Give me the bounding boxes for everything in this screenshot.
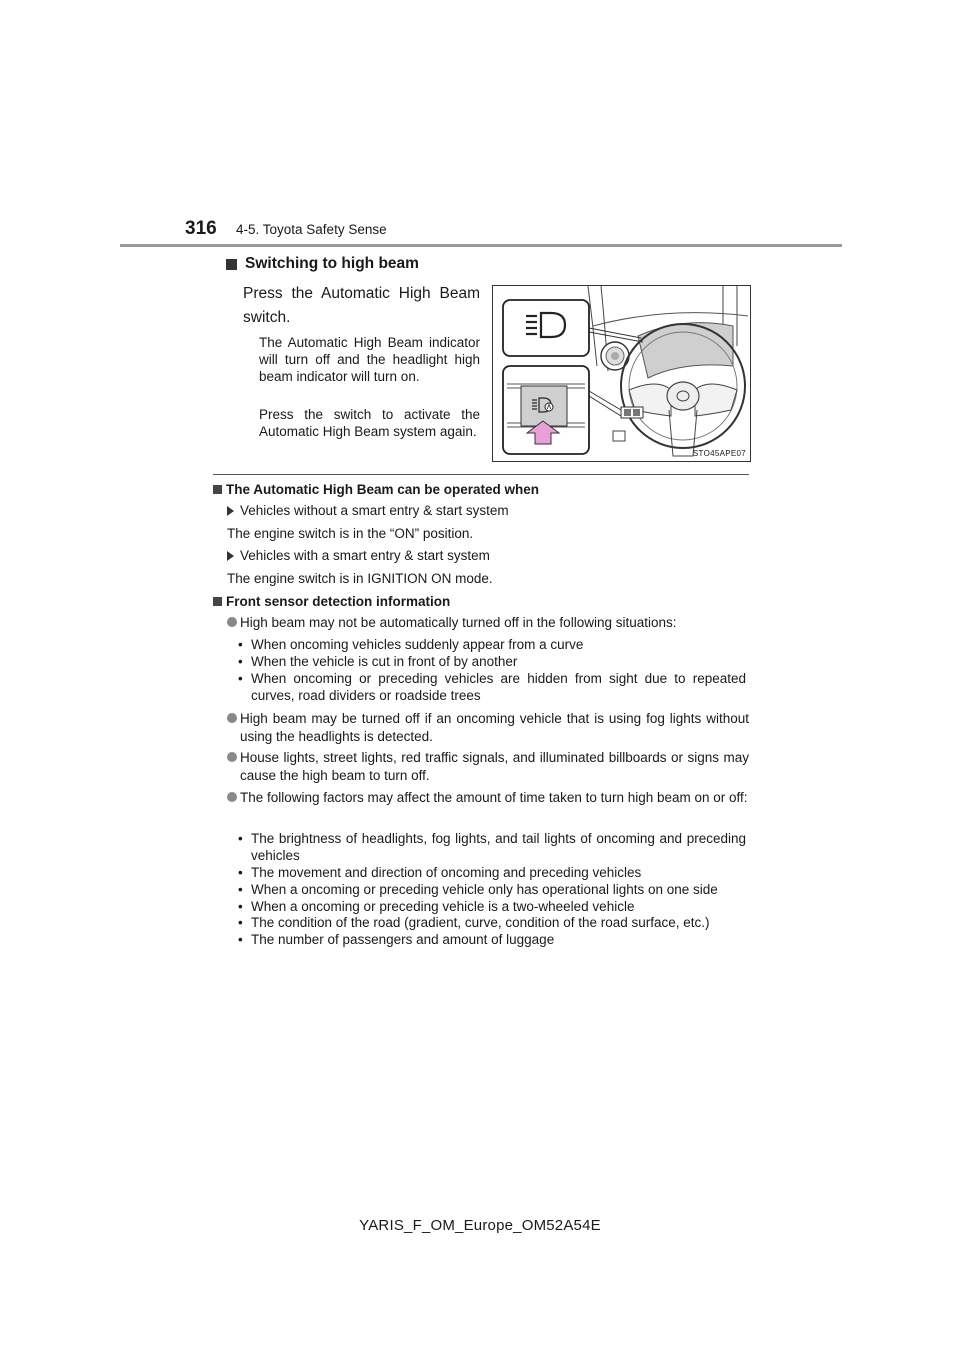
section-title: 4-5. Toyota Safety Sense (236, 222, 387, 237)
heading-square-icon (213, 485, 222, 494)
heading-square-icon (226, 259, 237, 270)
triangle-bullet-icon (227, 506, 234, 516)
circle-bullet-icon (227, 752, 237, 762)
note-indicator: The Automatic High Beam indicator will turn off and the headlight high beam indicator will turn on. (259, 335, 480, 384)
condition-detail-on-position: The engine switch is in the “ON” position. (227, 526, 474, 541)
section-divider (213, 474, 749, 475)
triangle-bullet-icon (227, 551, 234, 561)
list-item: • The condition of the road (gradient, curve, condition of the road surface, etc.) (238, 915, 710, 931)
list-item: • The brightness of headlights, fog lights, and tail lights of oncoming and preceding vehicles (238, 831, 746, 863)
figure-code: STO45APE07 (692, 449, 746, 458)
bullet-fog-lights (227, 710, 749, 745)
list-item: • When a oncoming or preceding vehicle only has operational lights on one side (238, 881, 718, 897)
instruction-text: Press the Automatic High Beam switch. (243, 285, 480, 327)
situations-list (238, 637, 746, 705)
bullet-house-lights (227, 749, 749, 784)
bullet-text: High beam may be turned off if an oncoming vehicle that is using fog lights without using the headlights is detected. (240, 711, 749, 744)
heading-text: Switching to high beam (245, 255, 419, 272)
bullet-text: The following factors may affect the amount of time taken to turn high beam on or off: (240, 790, 748, 805)
list-item: • When a oncoming or preceding vehicle is a two-wheeled vehicle (238, 898, 635, 914)
page-number: 316 (185, 218, 217, 239)
heading-square-icon (213, 597, 222, 606)
list-item: • When the vehicle is cut in front of by another (238, 653, 518, 669)
condition-with-smart-entry (227, 548, 490, 563)
circle-bullet-icon (227, 792, 237, 802)
heading-switching-high-beam (226, 255, 419, 273)
list-item: • When oncoming vehicles suddenly appear from a curve (238, 637, 584, 652)
circle-bullet-icon (227, 713, 237, 723)
condition-text: Vehicles with a smart entry & start system (240, 548, 490, 563)
note-reactivate: Press the switch to activate the Automatic High Beam system again. (259, 407, 480, 439)
condition-text: Vehicles without a smart entry & start system (240, 503, 509, 518)
list-item: • The number of passengers and amount of luggage (238, 932, 555, 948)
circle-bullet-icon (227, 617, 237, 627)
factors-list (238, 831, 746, 949)
headlight-high-beam-icon (503, 300, 589, 356)
bullet-not-turned-off (227, 614, 749, 632)
heading-text: The Automatic High Beam can be operated when (226, 482, 540, 497)
list-item: • The movement and direction of oncoming and preceding vehicles (238, 864, 642, 880)
list-item: • When oncoming or preceding vehicles are hidden from sight due to repeated curves, road dividers or roadside trees (238, 670, 746, 703)
dashboard-illustration (492, 285, 751, 462)
condition-detail-ignition-on: The engine switch is in IGNITION ON mode. (227, 571, 493, 586)
header-rule (120, 244, 842, 247)
condition-without-smart-entry (227, 503, 509, 518)
document-code: YARIS_F_OM_Europe_OM52A54E (359, 1217, 601, 1234)
heading-text: Front sensor detection information (226, 594, 451, 609)
heading-front-sensor (213, 594, 450, 609)
heading-operated-when (213, 482, 539, 497)
bullet-text: House lights, street lights, red traffic signals, and illuminated billboards or signs may cause the high beam to turn off. (240, 750, 749, 783)
bullet-text: High beam may not be automatically turned off in the following situations: (240, 615, 677, 630)
bullet-timing-factors (227, 789, 749, 807)
